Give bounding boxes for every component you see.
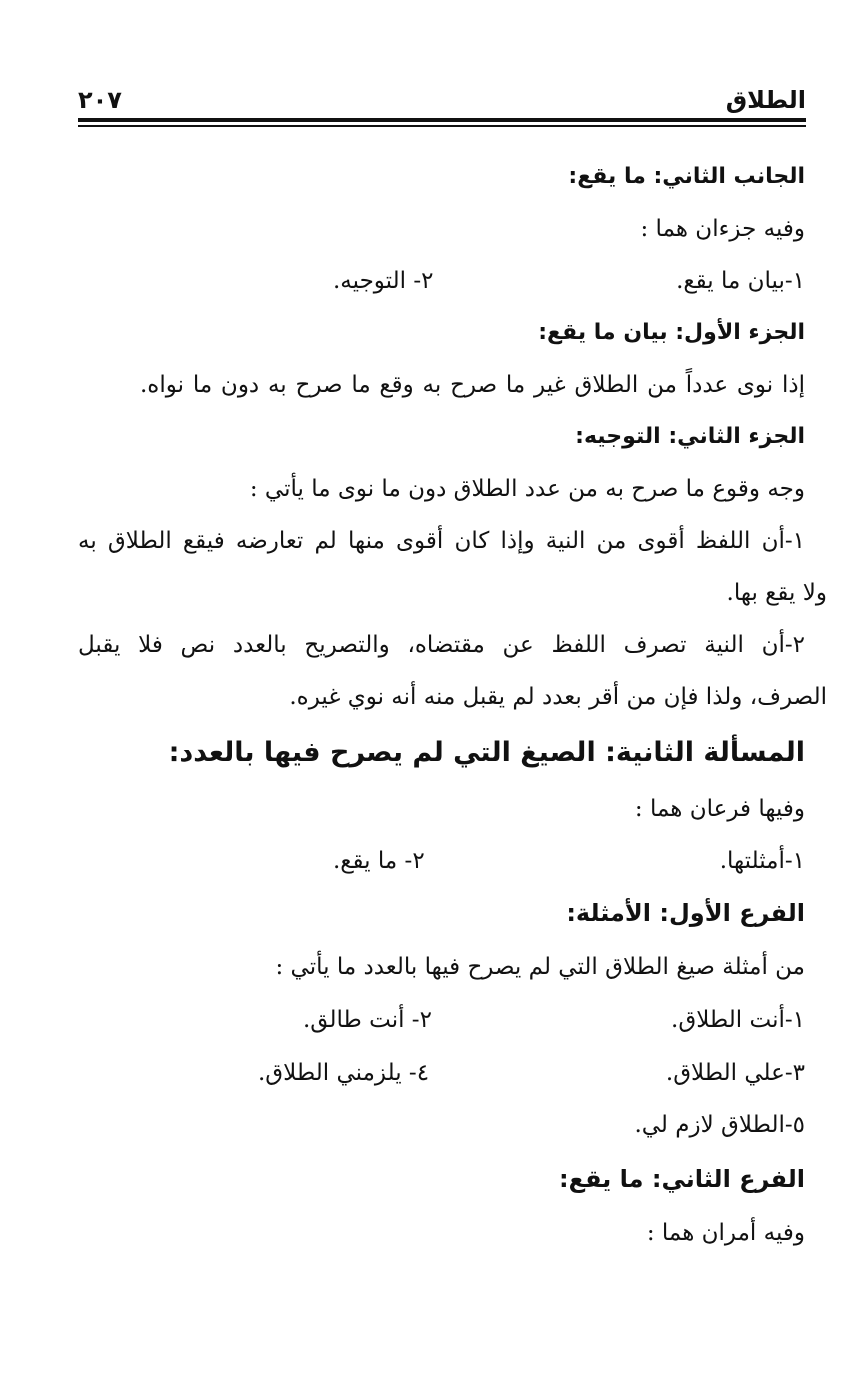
paragraph-line: وفيه جزءان هما : [640,216,805,242]
section-heading: الجانب الثاني: ما يقع: [568,164,805,189]
paragraph-line: ١-أن اللفظ أقوى من النية وإذا كان أقوى منها لم تعارضه فيقع الطلاق به [78,528,805,554]
list-item: ١-أمثلتها. [719,848,805,874]
paragraph-line: ٢-أن النية تصرف اللفظ عن مقتضاه، والتصريح بالعدد نص فلا يقبل [78,632,805,658]
subsection-heading: الجزء الثاني: التوجيه: [575,424,805,449]
paragraph-line: إذا نوى عدداً من الطلاق غير ما صرح به وقع ما صرح به دون ما نواه. [140,372,805,398]
chapter-title: الطلاق [725,86,806,114]
list-row [78,266,805,296]
paragraph-line: الصرف، ولذا فإن من أقر بعدد لم يقبل منه أنه نوي غيره. [289,684,827,710]
subsection-heading: الجزء الأول: بيان ما يقع: [538,320,805,345]
paragraph-line: وفيها فرعان هما : [634,796,805,822]
header-rule-thin [78,125,806,127]
list-item: ٢- التوجيه. [333,268,434,294]
header-rule-thick [78,118,806,122]
list-item: ٥-الطلاق لازم لي. [634,1112,805,1138]
page-number: ٢٠٧ [78,86,122,114]
list-item: ١-أنت الطلاق. [671,1007,805,1033]
paragraph-line: وفيه أمران هما : [646,1220,805,1246]
major-heading: المسألة الثانية: الصيغ التي لم يصرح فيها بالعدد: [168,737,805,768]
list-item: ١-بيان ما يقع. [676,268,805,294]
list-row [78,846,805,876]
list-row [78,1058,805,1088]
subsection-heading: الفرع الأول: الأمثلة: [566,899,805,927]
running-header [78,86,806,116]
list-item: ٣-علي الطلاق. [665,1060,805,1086]
list-item: ٢- ما يقع. [333,848,425,874]
paragraph-line: من أمثلة صيغ الطلاق التي لم يصرح فيها بالعدد ما يأتي : [275,954,805,980]
paragraph-line: وجه وقوع ما صرح به من عدد الطلاق دون ما نوى ما يأتي : [249,476,805,502]
list-row [78,1005,805,1035]
list-item: ٤- يلزمني الطلاق. [258,1060,430,1086]
list-item: ٢- أنت طالق. [303,1007,432,1033]
paragraph-line: ولا يقع بها. [726,580,827,606]
subsection-heading: الفرع الثاني: ما يقع: [559,1165,805,1193]
